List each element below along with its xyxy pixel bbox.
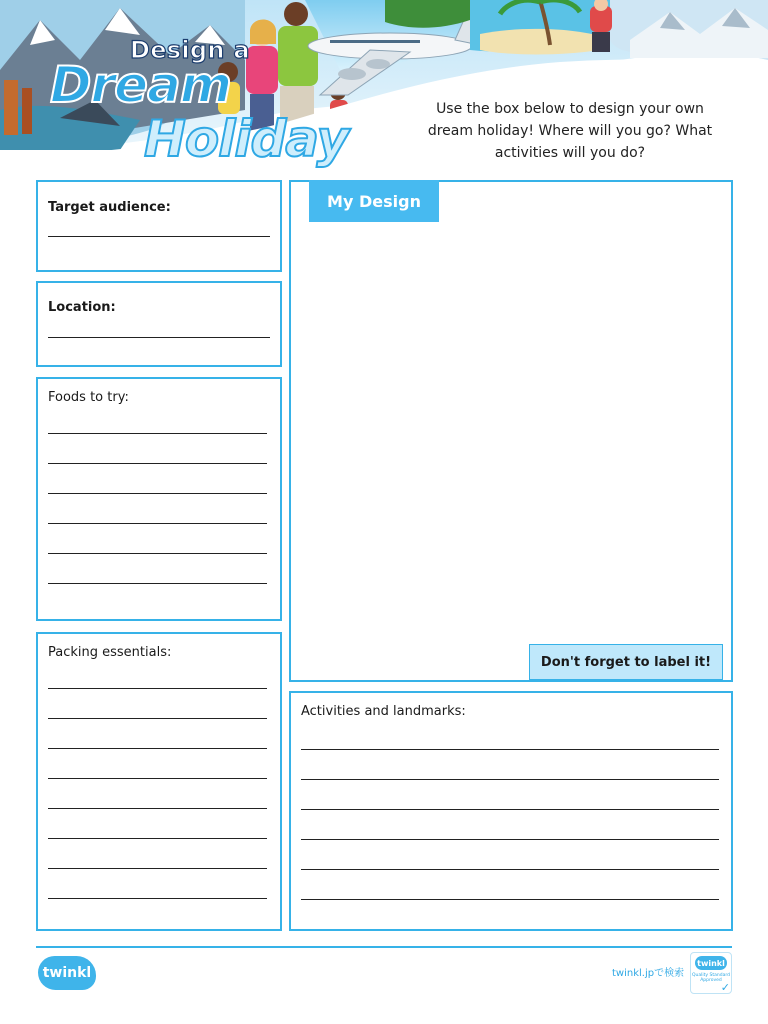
writing-line[interactable]: [48, 868, 267, 869]
writing-line[interactable]: [48, 433, 267, 434]
writing-line[interactable]: [301, 749, 719, 750]
writing-line[interactable]: [48, 236, 270, 237]
twinkl-logo[interactable]: twinkl: [38, 956, 96, 990]
writing-line[interactable]: [48, 688, 267, 689]
site-link[interactable]: twinkl.jpで検索: [612, 968, 685, 979]
foods-label: Foods to try:: [48, 390, 129, 405]
writing-line[interactable]: [48, 337, 270, 338]
foods-box: [36, 377, 282, 621]
writing-line[interactable]: [301, 809, 719, 810]
page-title: [40, 34, 370, 174]
title-line-3: Holiday: [144, 110, 349, 168]
writing-line[interactable]: [301, 779, 719, 780]
writing-line[interactable]: [48, 748, 267, 749]
writing-line[interactable]: [48, 583, 267, 584]
title-line-1: Design a: [130, 36, 250, 64]
footer-divider: [36, 946, 732, 948]
checkmark-icon: ✓: [720, 981, 730, 994]
my-design-title: My Design: [309, 180, 439, 222]
target-audience-box: [36, 180, 282, 272]
writing-line[interactable]: [48, 898, 267, 899]
target-audience-label: Target audience:: [48, 200, 171, 215]
writing-line[interactable]: [48, 808, 267, 809]
location-box: [36, 281, 282, 367]
badge-logo: twinkl: [695, 956, 727, 970]
my-design-box[interactable]: [289, 180, 733, 682]
location-label: Location:: [48, 300, 116, 315]
activities-label: Activities and landmarks:: [301, 704, 466, 719]
title-line-2: Dream: [50, 56, 231, 114]
writing-line[interactable]: [48, 493, 267, 494]
activities-box: [289, 691, 733, 931]
writing-line[interactable]: [48, 523, 267, 524]
intro-text: Use the box below to design your own dream holiday! Where will you go? What activities will you do?: [427, 101, 713, 161]
writing-line[interactable]: [301, 869, 719, 870]
writing-line[interactable]: [48, 778, 267, 779]
writing-line[interactable]: [301, 839, 719, 840]
writing-line[interactable]: [48, 463, 267, 464]
packing-box: [36, 632, 282, 931]
label-reminder: Don't forget to label it!: [529, 644, 723, 680]
writing-line[interactable]: [301, 899, 719, 900]
badge-caption: Quality Standard Approved: [692, 973, 730, 983]
quality-badge: [690, 952, 732, 994]
writing-line[interactable]: [48, 838, 267, 839]
packing-label: Packing essentials:: [48, 645, 172, 660]
writing-line[interactable]: [48, 553, 267, 554]
writing-line[interactable]: [48, 718, 267, 719]
header-banner: [0, 0, 768, 178]
